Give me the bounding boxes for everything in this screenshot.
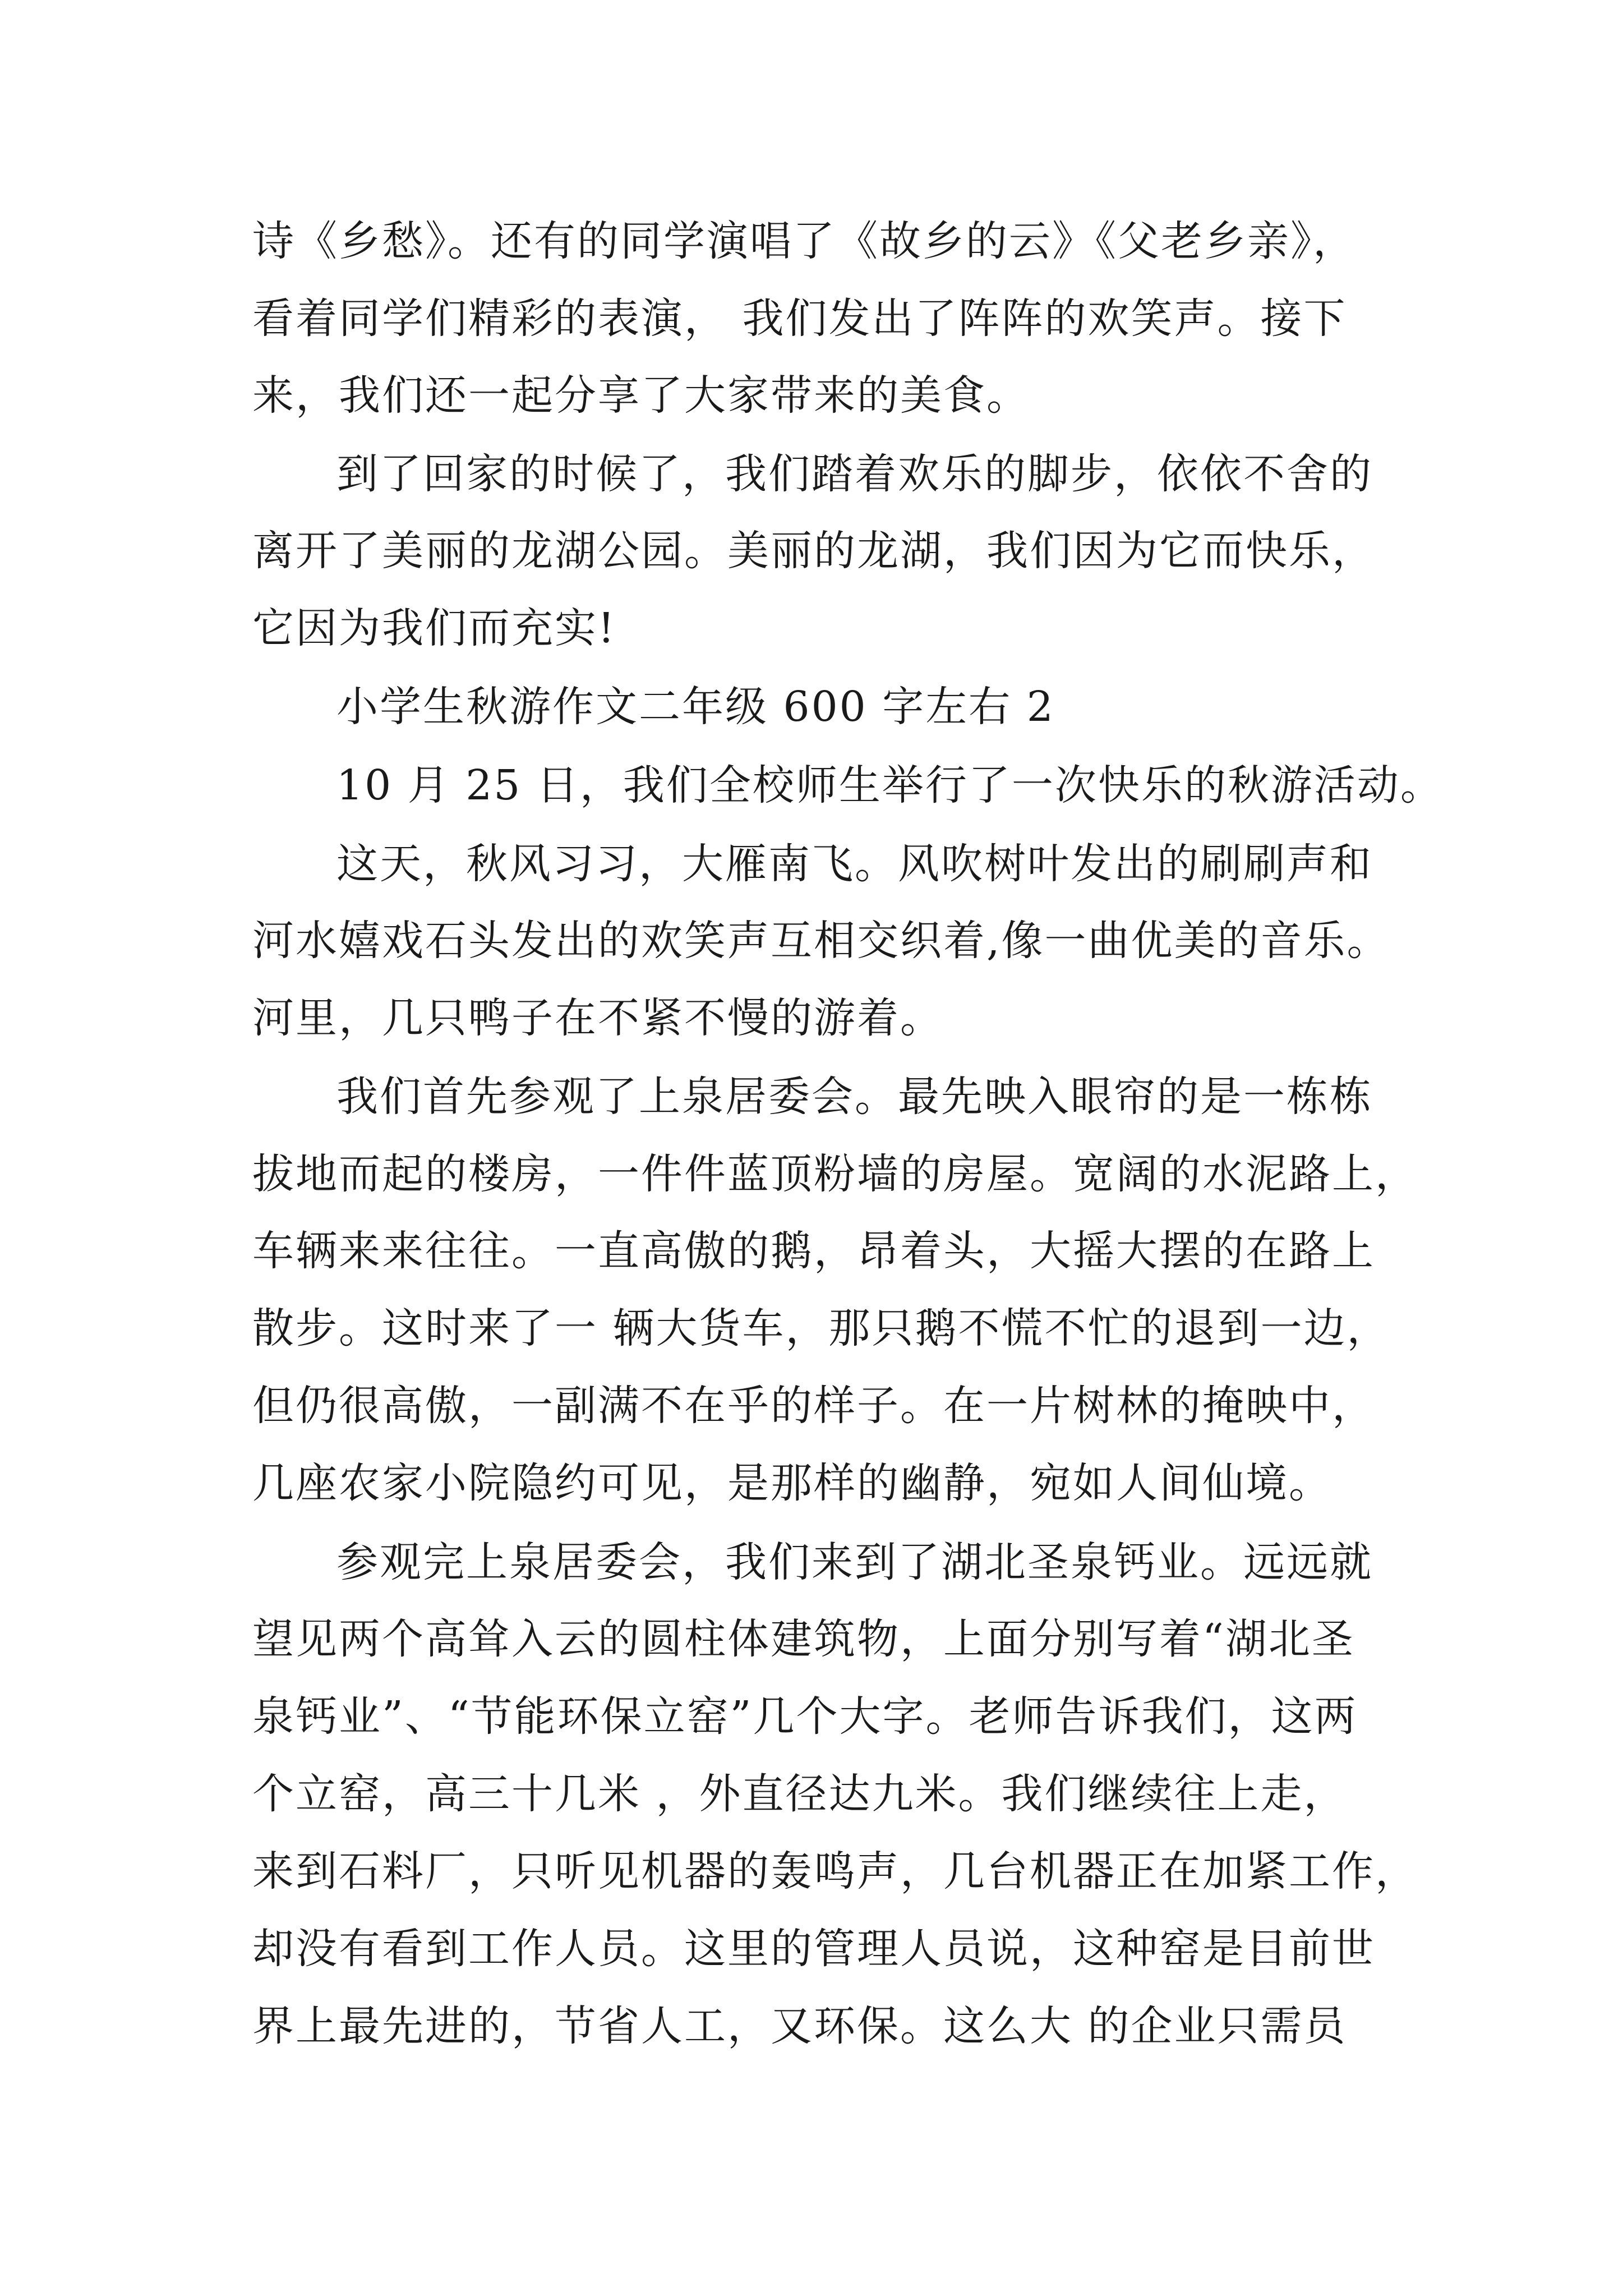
text-line: 来到石料厂，只听见机器的轰鸣声，几台机器正在加紧工作， <box>252 1847 1418 1895</box>
text-line: 界上最先进的，节省人工，又环保。这么大 的企业只需员 <box>252 2002 1347 2050</box>
section-heading: 小学生秋游作文二年级 600 字左右 2 <box>336 683 1055 731</box>
text-line: 它因为我们而充实! <box>252 604 616 652</box>
text-line: 散步。这时来了一 辆大货车，那只鹅不慌不忙的退到一边， <box>252 1304 1390 1352</box>
text-line: 拔地而起的楼房，一件件蓝顶粉墙的房屋。宽阔的水泥路上， <box>252 1150 1418 1198</box>
text-line: 诗《乡愁》。还有的同学演唱了《故乡的云》《父老乡亲》， <box>252 217 1356 265</box>
text-line: 车辆来来往往。一直高傲的鹅，昂着头，大摇大摆的在路上 <box>252 1227 1375 1275</box>
text-line: 河水嬉戏石头发出的欢笑声互相交织着,像一曲优美的音乐。 <box>252 917 1390 965</box>
paragraph-start-line: 参观完上泉居委会，我们来到了湖北圣泉钙业。远远就 <box>336 1538 1373 1586</box>
text-line: 离开了美丽的龙湖公园。美丽的龙湖，我们因为它而快乐， <box>252 527 1375 575</box>
paragraph-start-line: 我们首先参观了上泉居委会。最先映入眼帘的是一栋栋 <box>336 1073 1373 1121</box>
text-line: 却没有看到工作人员。这里的管理人员说，这种窑是目前世 <box>252 1925 1375 1973</box>
text-line: 个立窑，高三十几米 ，外直径达九米。我们继续往上走， <box>252 1770 1347 1818</box>
text-line: 看着同学们精彩的表演， 我们发出了阵阵的欢笑声。接下 <box>252 295 1347 343</box>
text-line: 几座农家小院隐约可见，是那样的幽静，宛如人间仙境。 <box>252 1459 1332 1507</box>
text-line: 河里，几只鸭子在不紧不慢的游着。 <box>252 994 943 1042</box>
paragraph-start-line: 到了回家的时候了，我们踏着欢乐的脚步，依依不舍的 <box>336 450 1373 498</box>
text-line: 来，我们还一起分享了大家带来的美食。 <box>252 371 1030 420</box>
text-line: 泉钙业”、“节能环保立窑”几个大字。老师告诉我们，这两 <box>252 1692 1358 1741</box>
paragraph-start-line: 这天，秋风习习，大雁南飞。风吹树叶发出的刷刷声和 <box>336 840 1373 888</box>
document-page <box>252 0 1444 2296</box>
text-line: 但仍很高傲，一副满不在乎的样子。在一片树林的掩映中， <box>252 1382 1375 1430</box>
text-line: 望见两个高耸入云的圆柱体建筑物，上面分别写着“湖北圣 <box>252 1615 1355 1663</box>
paragraph-start-line: 10 月 25 日，我们全校师生举行了一次快乐的秋游活动。 <box>336 761 1444 809</box>
